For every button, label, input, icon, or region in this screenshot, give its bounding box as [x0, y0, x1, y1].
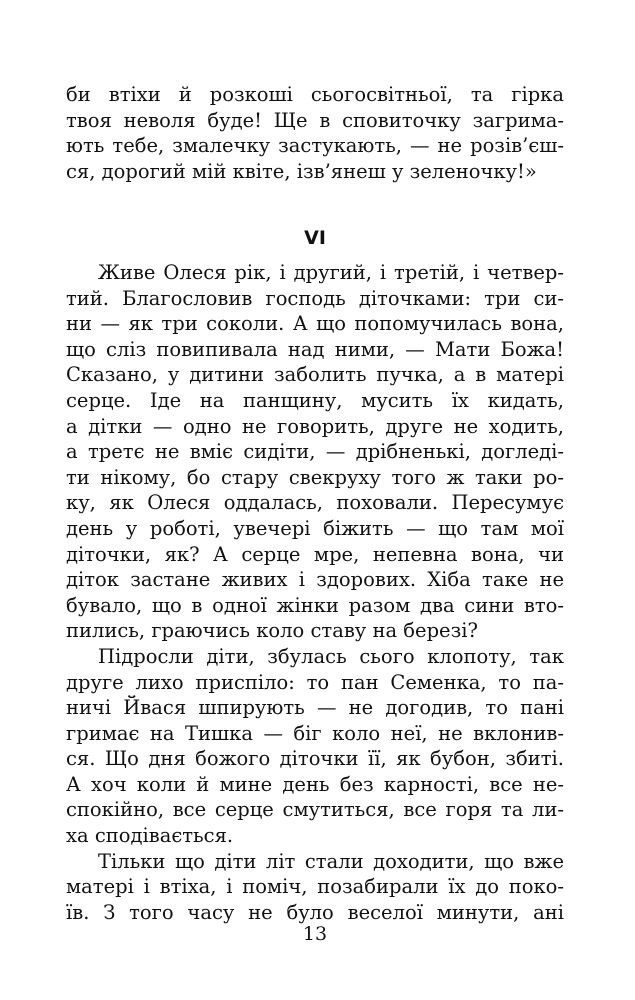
- text-line: а дітки — одно не говорить, друге не ходить,: [66, 414, 564, 438]
- text-line: ни — як три соколи. А що попомучилась вона,: [66, 312, 564, 336]
- text-line: А хоч коли й мине день без карності, все не-: [66, 772, 564, 796]
- text-line: діток застане живих і здорових. Хіба таке не: [66, 568, 564, 592]
- text-line: друге лихо приспіло: то пан Семенка, то па-: [66, 670, 564, 694]
- text-line: день у роботі, увечері біжить — що там мої: [66, 516, 564, 540]
- page-number: 13: [302, 923, 328, 945]
- text-line: твоя неволя буде! Ще в сповиточку загрима-: [66, 108, 564, 132]
- text-line: би втіхи й розкоші сьогосвітньої, та гірка: [66, 83, 564, 106]
- text-line: ся. Що дня божого діточки її, як бубон, збиті.: [66, 747, 564, 771]
- chapter-heading: VI: [304, 227, 326, 249]
- closing-paragraph: [66, 82, 564, 184]
- text-line: ють тебе, змалечку застукають, — не розів’єш-: [66, 134, 564, 158]
- text-line: ти нікому, бо стару свекруху того ж таки ро-: [66, 465, 564, 489]
- text-line: бувало, що в одної жінки разом два сини вто-: [66, 593, 564, 617]
- text-line: ничі Йвася шпирують — не догодив, то пані: [66, 696, 564, 720]
- text-line: діточки, як? А серце мре, непевна вона, чи: [66, 542, 564, 566]
- text-line: спокійно, все серце смутиться, все горя та ли-: [66, 798, 564, 822]
- text-line: Тільки що діти літ стали доходити, що вже: [98, 849, 564, 873]
- text-line: серце. Іде на панщину, мусить їх кидать,: [66, 388, 564, 412]
- text-line: пились, граючись коло ставу на березі?: [66, 619, 478, 643]
- chapter-body: [66, 260, 564, 925]
- text-line: Підросли діти, збулась сього клопоту, так: [98, 644, 564, 668]
- text-line: тий. Благословив господь діточками: три си-: [66, 286, 564, 310]
- text-line: ха сподівається.: [66, 824, 234, 848]
- text-line: матері і втіха, і поміч, позабирали їх до поко-: [66, 875, 564, 899]
- text-line: ку, як Олеся оддалась, поховали. Пересумує: [66, 491, 564, 515]
- text-line: що сліз повипивала над ними, — Мати Божа!: [66, 337, 564, 361]
- text-line: ся, дорогий мій квіте, ізв’янеш у зеленочку!»: [66, 159, 537, 183]
- text-line: їв. З того часу не було веселої минути, ані: [66, 900, 564, 924]
- text-line: а третє не вміє сидіти, — дрібненькі, догледі-: [66, 440, 564, 464]
- text-line: гримає на Тишка — біг коло неї, не вклонив-: [66, 721, 564, 745]
- text-line: Сказано, у дитини заболить пучка, а в матері: [66, 363, 564, 387]
- text-line: Живе Олеся рік, і другий, і третій, і четвер-: [98, 261, 564, 284]
